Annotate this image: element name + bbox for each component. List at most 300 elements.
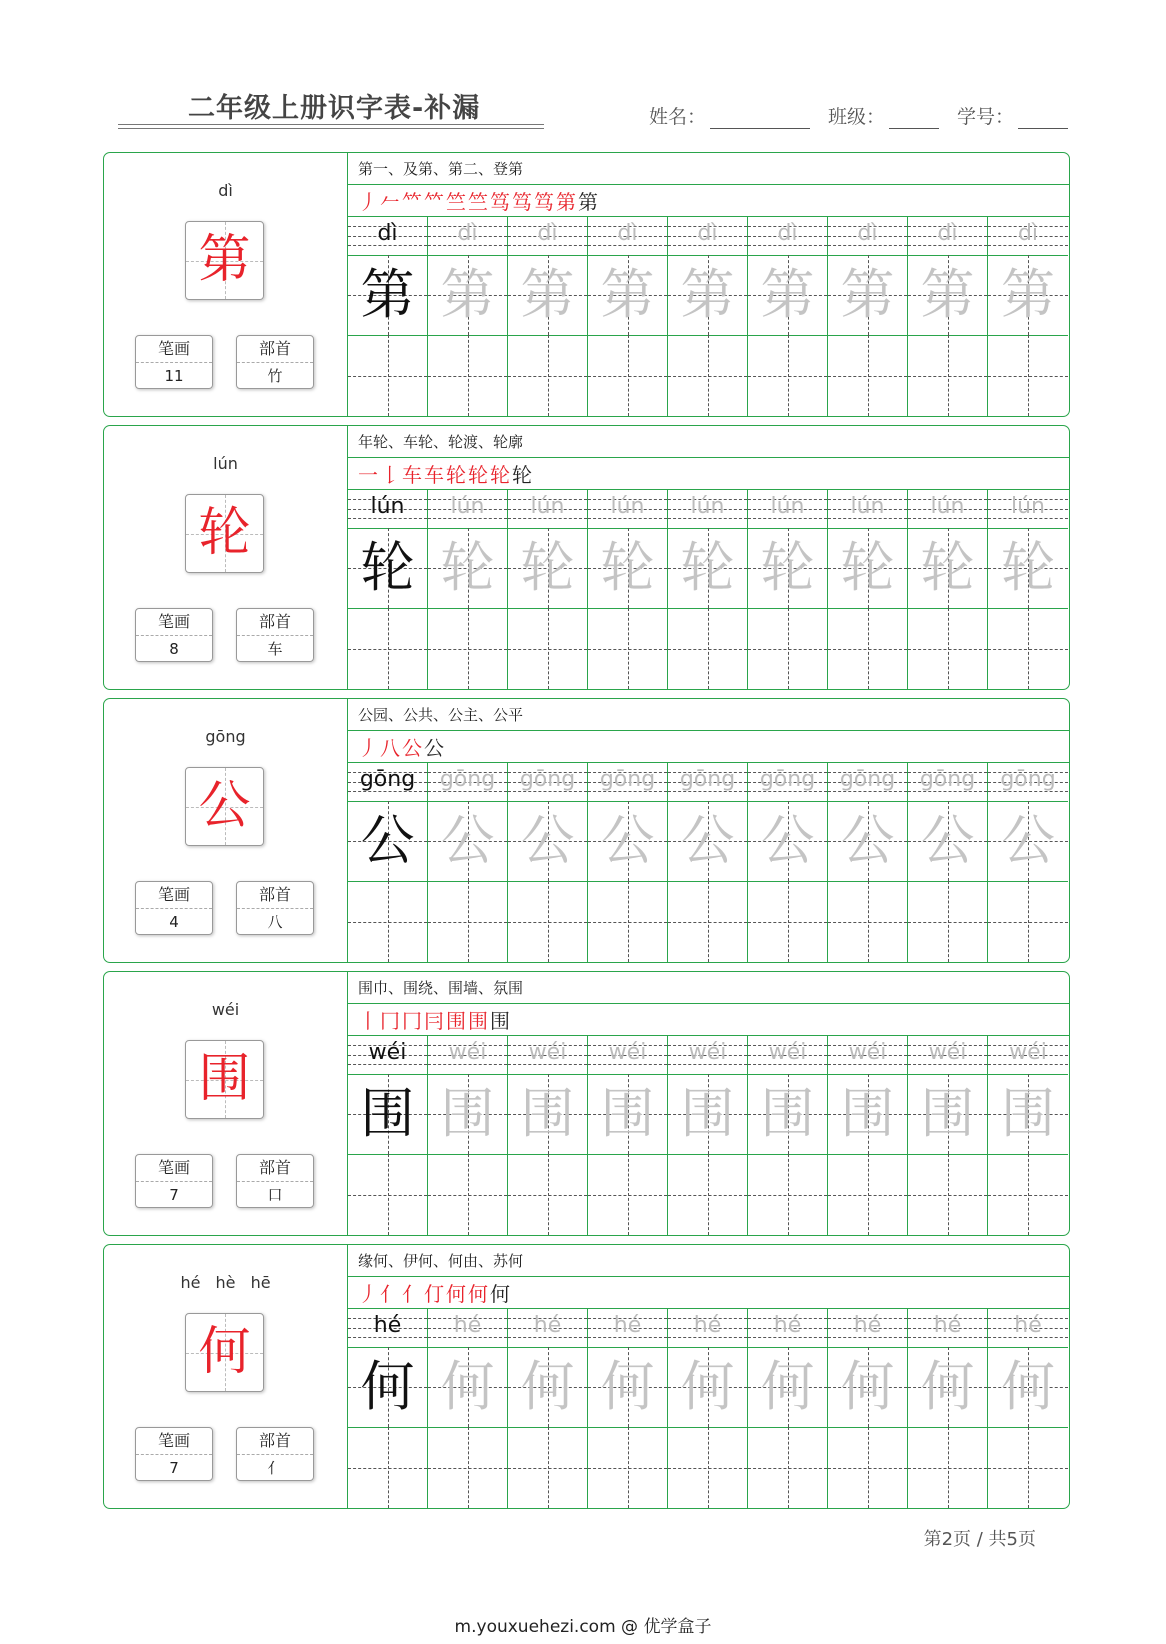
writing-cell[interactable] [988, 335, 1068, 416]
trace-cell [428, 255, 507, 336]
writing-cell[interactable] [828, 335, 907, 416]
trace-cell [668, 1074, 747, 1155]
stroke-step: 第 [556, 190, 578, 214]
grid-pinyin: gōng [1000, 767, 1056, 792]
stroke-step: 竺 [468, 190, 490, 214]
grid-pinyin: wéi [448, 1040, 487, 1065]
char-box [185, 767, 264, 846]
trace-char: 第 [360, 263, 415, 326]
radical-box [236, 1427, 314, 1481]
site-credit: m.youxuehezi.com @ 优学盒子 [454, 1617, 712, 1637]
pinyin-cell [588, 763, 667, 802]
trace-char: 公 [520, 809, 575, 872]
practice-column [428, 1036, 508, 1235]
grid-pinyin: hé [933, 1313, 962, 1338]
writing-cell[interactable] [668, 335, 747, 416]
trace-char: 第 [1001, 263, 1055, 326]
practice-grid [348, 1309, 1069, 1508]
char-info-panel [104, 1245, 348, 1508]
grid-pinyin: wéi [928, 1040, 967, 1065]
writing-cell[interactable] [748, 1427, 827, 1508]
pinyin-cell [668, 1036, 747, 1075]
grid-pinyin: dì [777, 221, 798, 246]
practice-column [508, 217, 588, 416]
trace-char: 第 [600, 263, 655, 326]
pinyin-cell [428, 1036, 507, 1075]
character-card [103, 971, 1070, 1236]
trace-cell [988, 1347, 1068, 1428]
writing-cell[interactable] [588, 1427, 667, 1508]
practice-column [348, 763, 428, 962]
stroke-step: 何 [446, 1282, 468, 1306]
practice-column [908, 217, 988, 416]
practice-panel [348, 153, 1069, 416]
trace-cell [588, 801, 667, 882]
writing-cell[interactable] [828, 608, 907, 689]
grid-pinyin: lún [450, 494, 485, 519]
writing-cell[interactable] [748, 608, 827, 689]
char-box [185, 221, 264, 300]
pinyin-cell [508, 490, 587, 529]
grid-pinyin: gōng [439, 767, 496, 792]
practice-column [988, 217, 1068, 416]
stroke-step: 笃 [490, 190, 512, 214]
stroke-step: 冂 [402, 1009, 424, 1033]
grid-pinyin: lún [530, 494, 565, 519]
pinyin-cell [668, 217, 747, 256]
writing-cell[interactable] [828, 881, 907, 962]
stroke-step: 何 [490, 1282, 512, 1306]
class-blank[interactable] [889, 108, 939, 129]
practice-column [908, 763, 988, 962]
grid-pinyin: gōng [519, 767, 576, 792]
number-blank[interactable] [1018, 108, 1068, 129]
writing-cell[interactable] [588, 608, 667, 689]
stroke-count: 7 [169, 1186, 179, 1204]
writing-cell[interactable] [348, 881, 427, 962]
practice-column [668, 217, 748, 416]
grid-pinyin: dì [457, 221, 478, 246]
practice-grid [348, 1036, 1069, 1235]
pinyin-cell [348, 763, 427, 802]
character-card [103, 1244, 1070, 1509]
trace-char: 第 [840, 263, 895, 326]
practice-column [348, 490, 428, 689]
practice-column [588, 1036, 668, 1235]
trace-char: 围 [680, 1082, 735, 1145]
grid-pinyin: lún [930, 494, 965, 519]
pinyin-cell [428, 763, 507, 802]
pinyin-cell [588, 1036, 667, 1075]
word-examples: 缘何、伊何、何由、苏何 [348, 1245, 1069, 1277]
char-pinyin: dì [218, 181, 233, 200]
word-examples: 围巾、围绕、围墙、氛围 [348, 972, 1069, 1004]
grid-pinyin: dì [937, 221, 958, 246]
pinyin-cell [748, 217, 827, 256]
stroke-step: 丿 [358, 1282, 380, 1306]
trace-cell [908, 528, 987, 609]
trace-cell [908, 1347, 987, 1428]
trace-char: 公 [680, 809, 735, 872]
trace-cell [908, 1074, 987, 1155]
practice-column [508, 1036, 588, 1235]
practice-column [748, 1309, 828, 1508]
grid-pinyin: lún [1011, 494, 1045, 519]
pinyin-cell [428, 1309, 507, 1348]
radical-box [236, 881, 314, 935]
practice-grid [348, 763, 1069, 962]
pinyin-cell [908, 490, 987, 529]
practice-panel [348, 1245, 1069, 1508]
character-card [103, 698, 1070, 963]
writing-cell[interactable] [428, 1427, 507, 1508]
stroke-step: 𥫗 [402, 190, 424, 214]
trace-char: 何 [440, 1355, 495, 1418]
stroke-step: 公 [424, 736, 446, 760]
stroke-order [348, 1277, 1069, 1309]
trace-cell [668, 528, 747, 609]
trace-char: 何 [840, 1355, 895, 1418]
grid-pinyin: wéi [1009, 1040, 1047, 1065]
pinyin-cell [668, 763, 747, 802]
writing-cell[interactable] [908, 1427, 987, 1508]
trace-char: 公 [360, 809, 415, 872]
writing-cell[interactable] [588, 881, 667, 962]
grid-pinyin: hé [533, 1313, 562, 1338]
stroke-step: 丿 [358, 736, 380, 760]
grid-pinyin: wéi [768, 1040, 807, 1065]
stroke-count-box [135, 881, 213, 935]
trace-cell [508, 255, 587, 336]
grid-pinyin: hé [453, 1313, 482, 1338]
grid-pinyin: dì [537, 221, 558, 246]
stroke-count-label: 笔画 [136, 882, 212, 909]
writing-cell[interactable] [988, 1427, 1068, 1508]
char-pinyin: lún [213, 454, 238, 473]
practice-column [988, 490, 1068, 689]
practice-column [668, 1309, 748, 1508]
practice-column [588, 490, 668, 689]
radical: 车 [267, 640, 283, 658]
name-field[interactable] [649, 102, 810, 129]
title-underline [118, 124, 544, 125]
trace-cell [988, 528, 1068, 609]
stroke-count: 11 [164, 367, 184, 385]
writing-cell[interactable] [508, 1427, 587, 1508]
practice-column [348, 217, 428, 416]
radical: 竹 [267, 367, 283, 385]
main-char: 轮 [198, 503, 251, 563]
writing-cell[interactable] [748, 881, 827, 962]
pinyin-cell [828, 763, 907, 802]
stroke-count-box [135, 608, 213, 662]
trace-char: 轮 [520, 536, 575, 599]
practice-column [748, 490, 828, 689]
trace-cell [508, 801, 587, 882]
trace-cell [988, 801, 1068, 882]
trace-cell [508, 1347, 587, 1428]
grid-pinyin: hé [613, 1313, 642, 1338]
writing-cell[interactable] [428, 608, 507, 689]
writing-cell[interactable] [828, 1154, 907, 1235]
trace-char: 围 [760, 1082, 815, 1145]
writing-cell[interactable] [988, 608, 1068, 689]
stroke-order [348, 731, 1069, 763]
writing-cell[interactable] [668, 881, 747, 962]
writing-cell[interactable] [668, 1427, 747, 1508]
writing-cell[interactable] [348, 1427, 427, 1508]
pinyin-cell [508, 1036, 587, 1075]
trace-char: 围 [840, 1082, 895, 1145]
stroke-step: 车 [424, 463, 446, 487]
stroke-step: 围 [490, 1009, 512, 1033]
practice-column [828, 490, 908, 689]
trace-char: 公 [440, 809, 495, 872]
grid-pinyin: gōng [599, 767, 656, 792]
trace-char: 第 [760, 263, 815, 326]
pinyin-cell [988, 490, 1068, 529]
stroke-step: 何 [468, 1282, 490, 1306]
student-info [649, 102, 1068, 129]
trace-char: 围 [520, 1082, 575, 1145]
writing-cell[interactable] [508, 608, 587, 689]
trace-cell [908, 801, 987, 882]
stroke-step: 围 [446, 1009, 468, 1033]
radical-label: 部首 [237, 336, 313, 363]
stroke-count-box [135, 335, 213, 389]
stroke-count-label: 笔画 [136, 609, 212, 636]
grid-pinyin: dì [617, 221, 638, 246]
trace-char: 第 [440, 263, 495, 326]
pinyin-cell [508, 1309, 587, 1348]
trace-cell [668, 255, 747, 336]
stroke-step: 𠄌 [380, 463, 402, 487]
class-label: 班级： [827, 106, 885, 128]
grid-pinyin: gōng [359, 767, 416, 792]
stroke-count-label: 笔画 [136, 336, 212, 363]
trace-char: 何 [360, 1355, 415, 1418]
grid-pinyin: wéi [608, 1040, 647, 1065]
writing-cell[interactable] [748, 1154, 827, 1235]
trace-cell [588, 1347, 667, 1428]
writing-cell[interactable] [348, 1154, 427, 1235]
trace-char: 第 [680, 263, 735, 326]
pinyin-cell [748, 1309, 827, 1348]
stroke-step: 轮 [490, 463, 512, 487]
stroke-step: 仃 [424, 1282, 446, 1306]
stroke-step: 八 [380, 736, 402, 760]
trace-cell [428, 528, 507, 609]
radical-label: 部首 [237, 882, 313, 909]
trace-char: 轮 [360, 536, 415, 599]
trace-cell [348, 528, 427, 609]
grid-pinyin: gōng [759, 767, 816, 792]
pinyin-cell [428, 490, 507, 529]
practice-column [908, 1309, 988, 1508]
practice-column [668, 1036, 748, 1235]
writing-cell[interactable] [988, 881, 1068, 962]
practice-column [828, 763, 908, 962]
practice-column [348, 1036, 428, 1235]
writing-cell[interactable] [428, 1154, 507, 1235]
grid-pinyin: wéi [528, 1040, 567, 1065]
pinyin-cell [988, 763, 1068, 802]
pinyin-cell [348, 490, 427, 529]
practice-column [988, 1036, 1068, 1235]
pinyin-cell [828, 217, 907, 256]
writing-cell[interactable] [828, 1427, 907, 1508]
stroke-step: 车 [402, 463, 424, 487]
title-underline-2 [118, 128, 544, 129]
stroke-step: 亻 [402, 1282, 424, 1306]
writing-cell[interactable] [668, 608, 747, 689]
trace-cell [748, 1074, 827, 1155]
pinyin-cell [988, 1036, 1068, 1075]
pinyin-cell [348, 1309, 427, 1348]
trace-cell [588, 528, 667, 609]
trace-char: 轮 [920, 536, 975, 599]
grid-pinyin: lún [690, 494, 725, 519]
name-label: 姓名： [648, 106, 706, 128]
word-examples: 公园、公共、公主、公平 [348, 699, 1069, 731]
writing-cell[interactable] [748, 335, 827, 416]
writing-cell[interactable] [508, 1154, 587, 1235]
stroke-step: 丨 [358, 1009, 380, 1033]
trace-cell [748, 801, 827, 882]
char-box [185, 1040, 264, 1119]
radical: 八 [267, 913, 283, 931]
writing-cell[interactable] [908, 335, 987, 416]
radical-box [236, 335, 314, 389]
writing-cell[interactable] [508, 335, 587, 416]
trace-char: 轮 [840, 536, 895, 599]
trace-char: 公 [600, 809, 655, 872]
word-examples: 第一、及第、第二、登第 [348, 153, 1069, 185]
pinyin-cell [908, 217, 987, 256]
page-title: 二年级上册识字表-补漏 [188, 93, 481, 124]
grid-pinyin: lún [370, 494, 405, 519]
radical-label: 部首 [237, 1155, 313, 1182]
trace-char: 何 [1001, 1355, 1055, 1418]
char-pinyin: wéi [211, 1000, 240, 1019]
pinyin-cell [908, 763, 987, 802]
trace-cell [908, 255, 987, 336]
trace-cell [828, 528, 907, 609]
writing-cell[interactable] [588, 335, 667, 416]
practice-column [508, 490, 588, 689]
char-info-panel [104, 153, 348, 416]
stroke-order [348, 1004, 1069, 1036]
radical: 亻 [267, 1459, 283, 1477]
stroke-step: 第 [578, 190, 600, 214]
trace-char: 轮 [760, 536, 815, 599]
stroke-step: 𥫗 [424, 190, 446, 214]
writing-cell[interactable] [988, 1154, 1068, 1235]
writing-cell[interactable] [508, 881, 587, 962]
page-header [118, 80, 1068, 140]
practice-grid [348, 490, 1069, 689]
radical-label: 部首 [237, 609, 313, 636]
trace-char: 第 [520, 263, 575, 326]
trace-char: 何 [600, 1355, 655, 1418]
trace-cell [588, 255, 667, 336]
grid-pinyin: dì [697, 221, 718, 246]
pinyin-cell [908, 1036, 987, 1075]
grid-pinyin: lún [850, 494, 885, 519]
trace-cell [508, 1074, 587, 1155]
practice-panel [348, 426, 1069, 689]
practice-column [588, 217, 668, 416]
practice-column [428, 217, 508, 416]
writing-cell[interactable] [908, 881, 987, 962]
grid-pinyin: dì [377, 221, 398, 246]
writing-cell[interactable] [588, 1154, 667, 1235]
name-blank[interactable] [710, 108, 810, 129]
stroke-count-label: 笔画 [136, 1428, 212, 1455]
trace-cell [828, 255, 907, 336]
pinyin-cell [748, 763, 827, 802]
trace-char: 围 [1001, 1082, 1055, 1145]
trace-char: 轮 [1001, 536, 1055, 599]
page-number: 第2页 / 共5页 [923, 1529, 1036, 1550]
practice-column [748, 217, 828, 416]
stroke-step: 公 [402, 736, 424, 760]
writing-cell[interactable] [348, 608, 427, 689]
pinyin-cell [908, 1309, 987, 1348]
trace-char: 何 [760, 1355, 815, 1418]
grid-pinyin: dì [1017, 221, 1039, 246]
writing-cell[interactable] [668, 1154, 747, 1235]
number-label: 学号： [956, 106, 1014, 128]
practice-column [828, 1309, 908, 1508]
main-char: 围 [198, 1049, 251, 1109]
pinyin-cell [988, 217, 1068, 256]
stroke-step: 冃 [424, 1009, 446, 1033]
trace-cell [348, 1347, 427, 1428]
stroke-order [348, 185, 1069, 217]
trace-char: 第 [920, 263, 975, 326]
stroke-step: 一 [358, 463, 380, 487]
stroke-step: 轮 [446, 463, 468, 487]
practice-column [988, 763, 1068, 962]
stroke-step: 轮 [468, 463, 490, 487]
stroke-step: 笃 [512, 190, 534, 214]
class-field[interactable] [828, 102, 939, 129]
writing-cell[interactable] [908, 1154, 987, 1235]
writing-cell[interactable] [428, 335, 507, 416]
practice-column [428, 763, 508, 962]
main-char: 公 [198, 776, 251, 836]
writing-cell[interactable] [428, 881, 507, 962]
trace-char: 公 [760, 809, 815, 872]
pinyin-cell [428, 217, 507, 256]
pinyin-cell [748, 490, 827, 529]
char-pinyin: hé hè hē [180, 1273, 271, 1292]
trace-cell [828, 801, 907, 882]
stroke-step: 𠂉 [380, 190, 402, 214]
writing-cell[interactable] [348, 335, 427, 416]
number-field[interactable] [957, 102, 1068, 129]
grid-pinyin: hé [853, 1313, 882, 1338]
writing-cell[interactable] [908, 608, 987, 689]
char-info-panel [104, 426, 348, 689]
trace-char: 围 [360, 1082, 415, 1145]
trace-char: 轮 [680, 536, 735, 599]
pinyin-cell [828, 490, 907, 529]
trace-cell [828, 1074, 907, 1155]
pinyin-cell [588, 217, 667, 256]
pinyin-cell [668, 1309, 747, 1348]
